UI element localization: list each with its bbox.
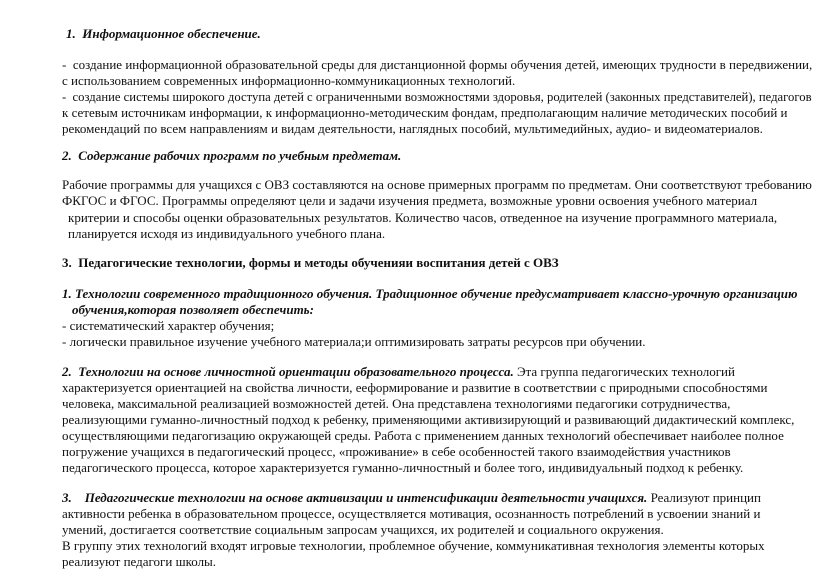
activation-line: активности ребенка в образовательном процессе, осуществляется мотивация, осознанность потреблений в усвоении знаний и xyxy=(62,506,761,521)
programs-line: планируется исходя из индивидуального учебного плана. xyxy=(68,226,386,241)
programs-line: ФКГОС и ФГОС. Программы определяют цели и задачи изучения предмета, возможные уровни освоения учебного материал xyxy=(62,193,758,208)
personal-first-line-rest: Эта группа педагогических технологий xyxy=(513,364,735,379)
info-line: рекомендаций по всем направлениям и видам деятельности, наглядных пособий, мультимедийных, аудио- и видеоматериалов. xyxy=(62,121,763,136)
activation-line: реализуют педагоги школы. xyxy=(62,554,217,569)
activation-first-line-rest: Реализуют принцип xyxy=(647,490,761,505)
activation-line: В группу этих технологий входят игровые технологии, проблемное обучение, коммуникативная технология элементы которых xyxy=(62,538,765,553)
programs-line: Рабочие программы для учащихся с ОВЗ составляются на основе примерных программ по предметам. Они соответствуют требованию xyxy=(62,177,812,192)
activation-heading: 3. Педагогические технологии на основе активизации и интенсификации деятельности учащихся. xyxy=(62,490,648,505)
traditional-line: - систематический характер обучения; xyxy=(62,318,275,333)
personal-line: характеризуется ориентацией на свойства личности, ееформирование и развитие в соответствии с природными способностями xyxy=(62,380,768,395)
info-line: с использованием современных информационно-коммуникационных технологий. xyxy=(62,73,516,88)
personal-heading: 2. Технологии на основе личностной ориентации образовательного процесса. xyxy=(62,364,514,379)
personal-line: реализующими гуманно-личностный подход к ребенку, применяющими активизирующий и развивающий дидактический комплекс, xyxy=(62,412,795,427)
personal-line: педагогического процесса, которое характеризуется гуманно-личностный и более того, индивидуальный подход к ребенку. xyxy=(62,460,744,475)
personal-line: осуществляющими педагогизацию окружающей среды. Работа с применением данных технологий обеспечивает наиболее полное xyxy=(62,428,784,443)
traditional-heading-cont: обучения,которая позволяет обеспечить: xyxy=(72,302,314,317)
traditional-heading: 1. Технологии современного традиционного обучения. Традиционное обучение предусматривает классно-урочную организацию xyxy=(62,286,798,301)
personal-line: человека, максимальной реализацией возможностей детей. Она представлена технологиями педагогики сотрудничества, xyxy=(62,396,731,411)
personal-first-line xyxy=(62,364,735,380)
section-technologies-heading: 3. Педагогические технологии, формы и методы обученияи воспитания детей с ОВЗ xyxy=(62,255,559,270)
info-line: - создание информационной образовательной среды для дистанционной формы обучения детей, имеющих трудности в передвижении, xyxy=(62,57,813,72)
info-line: к сетевым источникам информации, к информационно-методическим фондам, предполагающим наличие методических пособий и xyxy=(62,105,788,120)
info-line: - создание системы широкого доступа детей с ограниченными возможностями здоровья, родителей (законных представителей), педагогов xyxy=(62,89,812,104)
activation-line: умений, достигается соответствие социальным запросам учащихся, их родителей и социального окружения. xyxy=(62,522,664,537)
traditional-line: - логически правильное изучение учебного материала;и оптимизировать затраты ресурсов при обучении. xyxy=(62,334,646,349)
programs-line: критерии и способы оценки образовательных результатов. Количество часов, отведенное на изучение программного материала, xyxy=(68,210,778,225)
section-programs-heading: 2. Содержание рабочих программ по учебным предметам. xyxy=(62,148,402,163)
activation-first-line xyxy=(62,490,761,506)
personal-line: погружение учащихся в педагогический процесс, «проживание» в себе особенностей такого взаимодействия участников xyxy=(62,444,731,459)
section-info-heading: 1. Информационное обеспечение. xyxy=(66,26,261,41)
